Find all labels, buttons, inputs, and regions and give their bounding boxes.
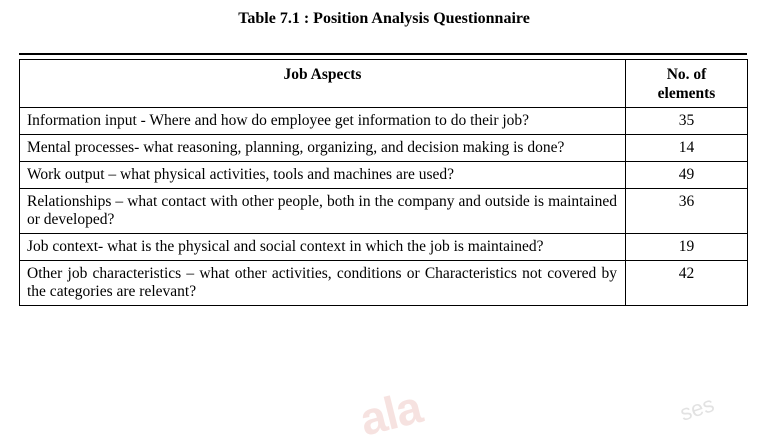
row-aspect: Mental processes- what reasoning, planning, organizing, and decision making is done? — [20, 135, 626, 162]
table-row — [20, 135, 748, 162]
row-count: 49 — [626, 162, 748, 189]
header-number-of-elements — [626, 60, 748, 108]
header-row — [20, 60, 748, 108]
table-row — [20, 234, 748, 261]
watermark-text: ses — [676, 391, 718, 426]
top-rule — [19, 53, 747, 55]
header-count-line1: No. of — [666, 66, 707, 83]
table-row — [20, 108, 748, 135]
row-aspect: Information input - Where and how do employee get information to do their job? — [20, 108, 626, 135]
position-analysis-table — [19, 59, 748, 306]
row-count: 42 — [626, 261, 748, 306]
watermark-logo: ala — [354, 380, 427, 446]
header-job-aspects: Job Aspects — [20, 60, 626, 108]
table-caption: Table 7.1 : Position Analysis Questionnaire — [238, 10, 530, 27]
row-aspect: Job context- what is the physical and social context in which the job is maintained? — [20, 234, 626, 261]
row-count: 36 — [626, 189, 748, 234]
row-count: 14 — [626, 135, 748, 162]
row-count: 19 — [626, 234, 748, 261]
table-row — [20, 261, 748, 306]
table-row — [20, 162, 748, 189]
row-count: 35 — [626, 108, 748, 135]
row-aspect: Work output – what physical activities, tools and machines are used? — [20, 162, 626, 189]
row-aspect: Relationships – what contact with other people, both in the company and outside is maintained or developed? — [20, 189, 626, 234]
header-count-line2: elements — [657, 85, 716, 102]
row-aspect: Other job characteristics – what other activities, conditions or Characteristics not covered by the categories are relevant? — [20, 261, 626, 306]
table-row — [20, 189, 748, 234]
